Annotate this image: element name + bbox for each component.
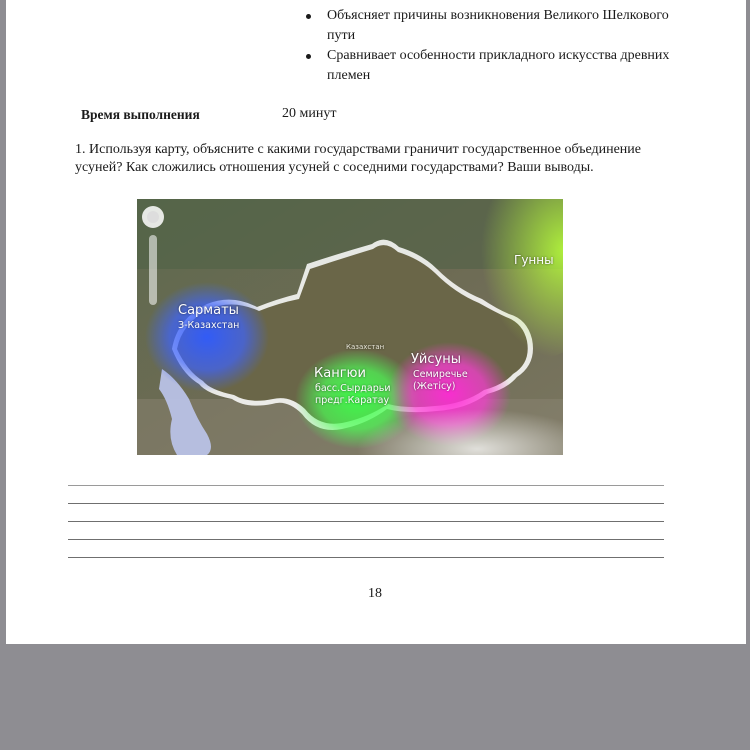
label-uisuny: Уйсуны — [411, 352, 461, 367]
answer-line — [68, 557, 664, 558]
answer-line — [68, 503, 664, 504]
bullet-dot-icon — [306, 54, 311, 59]
label-sarmaty-sub: З-Казахстан — [178, 320, 240, 331]
bullet-item — [304, 6, 704, 46]
document-page — [6, 0, 746, 644]
answer-line — [68, 539, 664, 540]
bullet-text: Объясняет причины возникновения Великого Шелкового пути — [327, 8, 669, 43]
bullet-dot-icon — [306, 14, 311, 19]
time-value: 20 минут — [282, 106, 337, 121]
answer-line — [68, 485, 664, 486]
label-kazakhstan: Казахстан — [346, 343, 385, 351]
label-sarmaty: Сарматы — [178, 303, 239, 318]
page-number: 18 — [368, 586, 382, 601]
zoom-slider — [149, 235, 157, 305]
historical-map — [137, 199, 563, 455]
label-uisuny-sub2: (Жетісу) — [413, 381, 456, 392]
label-kangyui: Кангюи — [314, 366, 366, 381]
label-kangyui-sub2: предг.Каратау — [315, 395, 390, 406]
label-gunny: Гунны — [514, 253, 554, 267]
bullet-item — [304, 46, 704, 86]
label-uisuny-sub1: Семиречье — [413, 369, 468, 380]
question-text: 1. Используя карту, объясните с какими государствами граничит государственное объединение усуней? Как сложились отношения усуней с соседними государствами? Ваши выводы. — [75, 142, 642, 175]
answer-line — [68, 521, 664, 522]
bullet-text: Сравнивает особенности прикладного искусства древних племен — [327, 48, 670, 83]
label-kangyui-sub1: басс.Сырдарьи — [315, 383, 391, 394]
time-label: Время выполнения — [81, 107, 200, 122]
